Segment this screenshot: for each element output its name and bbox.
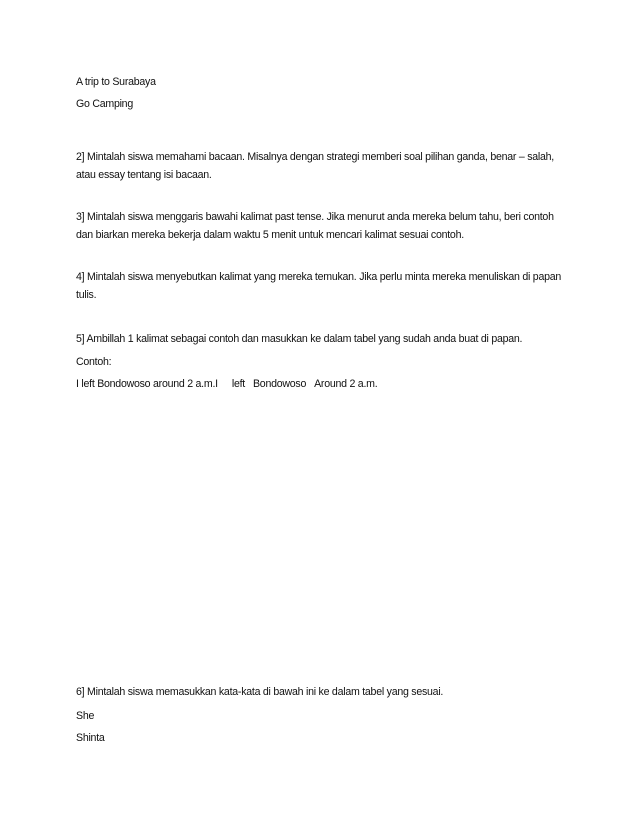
example-label: Contoh: [76,356,112,368]
example-sentence: I left Bondowoso around 2 a.m. [76,378,216,390]
word-1: She [76,710,95,722]
word-2: Shinta [76,732,105,744]
example-row [76,375,566,393]
table-cell-2: left [231,378,245,390]
step-4-paragraph: 4] Mintalah siswa menyebutkan kalimat yang mereka temukan. Jika perlu minta mereka menuliskan di papan tulis. [76,271,562,301]
table-cell-3: Bondowoso [252,378,307,390]
step-6-paragraph: 6] Mintalah siswa memasukkan kata-kata di bawah ini ke dalam tabel yang sesuai. [76,686,444,698]
step-5-paragraph: 5] Ambillah 1 kalimat sebagai contoh dan masukkan ke dalam tabel yang sudah anda buat di papan. [76,333,523,345]
title-line-2: Go Camping [76,98,133,110]
title-line-1: A trip to Surabaya [76,76,156,88]
step-3-paragraph: 3] Mintalah siswa menggaris bawahi kalimat past tense. Jika menurut anda mereka belum tahu, beri contoh dan biarkan mereka bekerja dalam waktu 5 menit untuk mencari kalimat sesuai contoh. [76,211,554,241]
table-cell-1: I [215,378,218,390]
table-cell-4: Around 2 a.m. [314,378,378,390]
step-2-paragraph: 2] Mintalah siswa memahami bacaan. Misalnya dengan strategi memberi soal pilihan ganda, benar – salah, atau essay tentang isi bacaan. [76,151,554,181]
